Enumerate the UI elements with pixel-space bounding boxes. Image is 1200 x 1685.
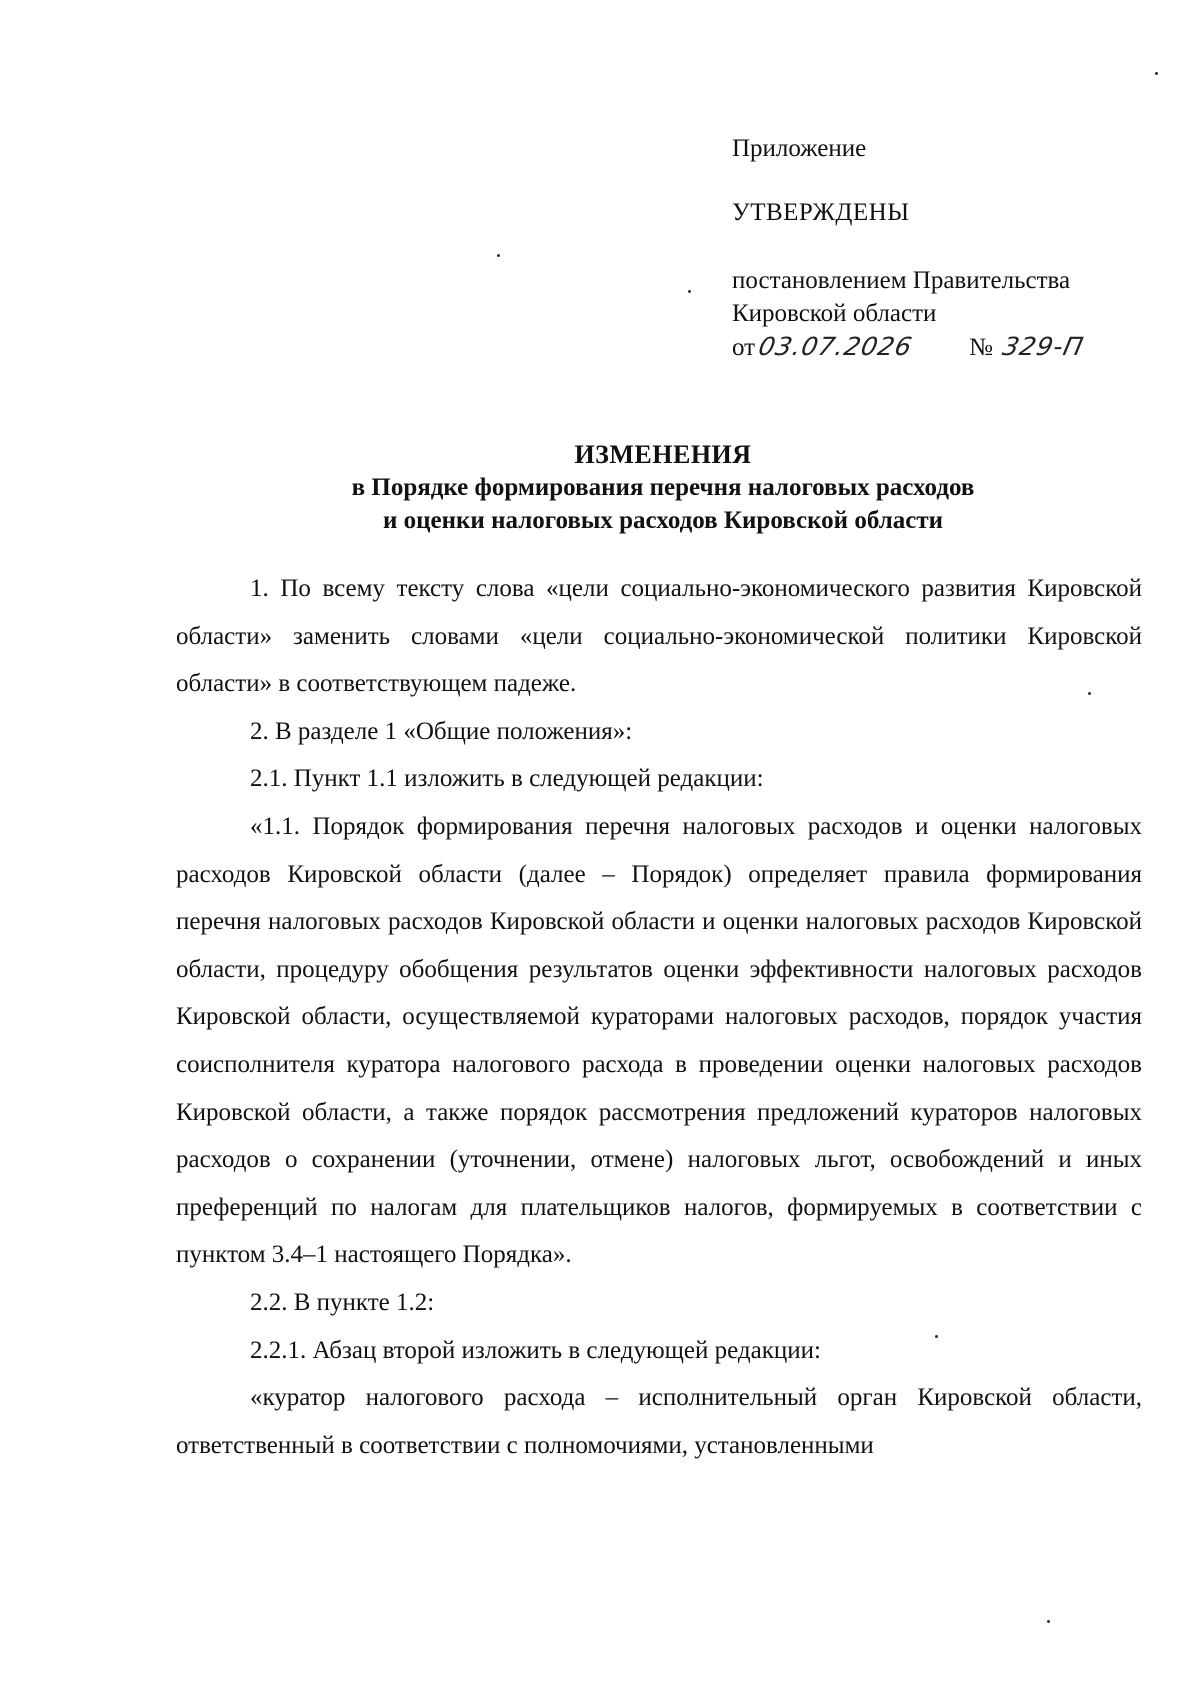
scan-speck — [497, 254, 500, 257]
paragraph-2: 2. В разделе 1 «Общие положения»: — [250, 717, 633, 745]
date-prefix: от — [732, 334, 756, 361]
scan-speck — [1088, 692, 1091, 695]
document-title — [0, 438, 1200, 537]
paragraph-1: 1. По всему тексту слова «цели социально-экономического развития Кировской области» заменить словами «цели социально-экономической политики Кировской области» в соответствующем падеже. — [176, 575, 1142, 698]
annex-label: Приложение — [732, 135, 867, 162]
scan-speck — [935, 1335, 938, 1338]
paragraph-6: 2.2.1. Абзац второй изложить в следующей редакции: — [250, 1336, 821, 1364]
scan-speck — [688, 290, 691, 293]
scan-speck — [1155, 72, 1158, 75]
approved-label: УТВЕРЖДЕНЫ — [732, 199, 910, 226]
decree-line-1: постановлением Правительства — [732, 267, 1071, 294]
number-prefix: № — [969, 334, 993, 361]
handwritten-date: 03.07.2026 — [756, 332, 916, 361]
paragraph-7: «куратор налогового расхода – исполнительный орган Кировской области, ответственный в соответствии с полномочиями, установленными — [176, 1384, 1142, 1459]
title-heading: ИЗМЕНЕНИЯ — [574, 440, 752, 469]
decree-date-number — [732, 330, 1087, 364]
paragraph-4: «1.1. Порядок формирования перечня налоговых расходов и оценки налоговых расходов Кировской области (далее – Порядок) определяет правила формирования перечня налоговых расходов Кировской области и оценки налоговых расходов Кировской области, процедуру обобщения результатов оценки эффективности налоговых расходов Кировской области, осуществляемой кураторами налоговых расходов, порядок участия соисполнителя куратора налогового расхода в проведении оценки налоговых расходов Кировской области, а также порядок рассмотрения предложений кураторов налоговых расходов о сохранении (уточнении, отмене) налоговых льгот, освобождений и иных преференций по налогам для плательщиков налогов, формируемых в соответствии с пунктом 3.4–1 настоящего Порядка». — [176, 812, 1142, 1269]
handwritten-number: 329-П — [999, 332, 1087, 361]
paragraph-3: 2.1. Пункт 1.1 изложить в следующей редакции: — [250, 765, 764, 793]
document-body — [176, 565, 1142, 1469]
paragraph-5: 2.2. В пункте 1.2: — [250, 1288, 435, 1316]
decree-line-2: Кировской области — [732, 300, 937, 327]
title-line-2: в Порядке формирования перечня налоговых расходов — [351, 474, 975, 501]
decree-reference — [732, 264, 1087, 364]
title-line-3: и оценки налоговых расходов Кировской области — [382, 507, 944, 534]
scan-speck — [1047, 1620, 1050, 1623]
